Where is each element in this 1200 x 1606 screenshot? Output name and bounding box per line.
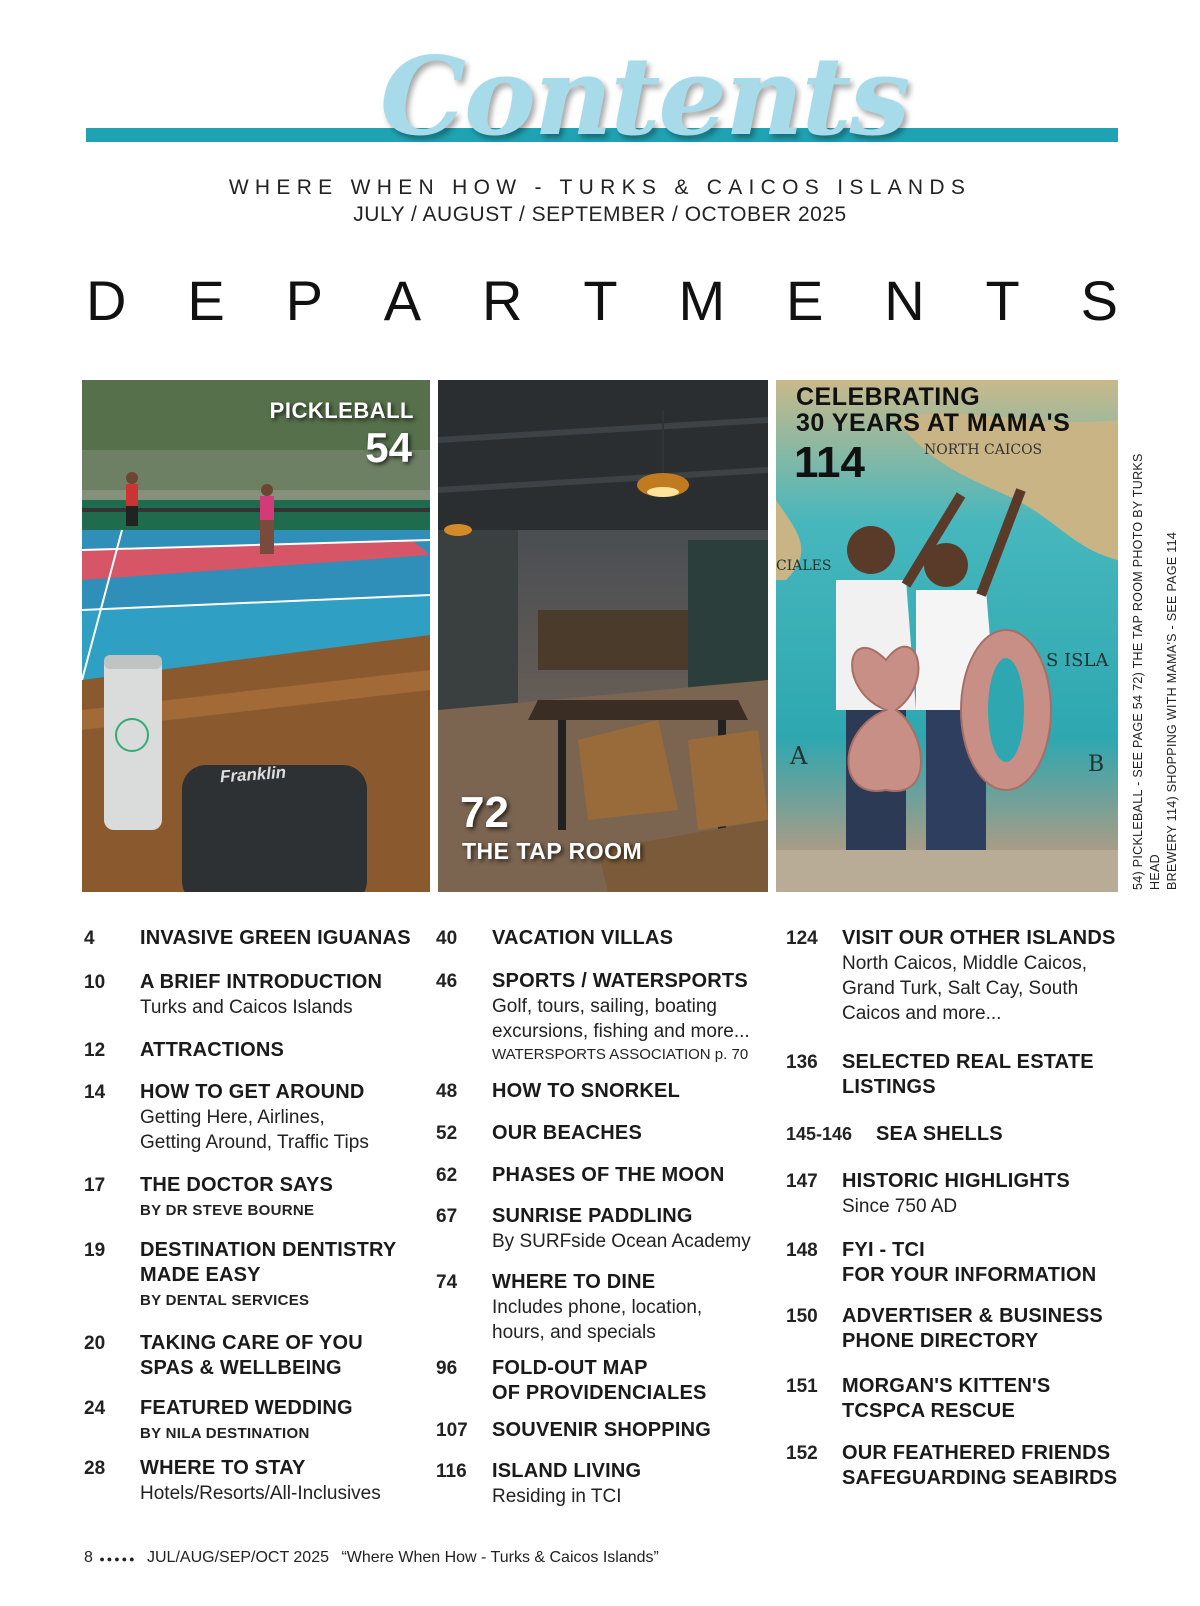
toc-title: TAKING CARE OF YOU: [140, 1332, 363, 1354]
departments-letter: T: [985, 269, 1020, 332]
departments-letter: E: [187, 269, 225, 332]
toc-description: Residing in TCI: [492, 1486, 622, 1507]
toc-description: Getting Around, Traffic Tips: [140, 1132, 369, 1153]
toc-page-number: 151: [786, 1376, 818, 1397]
toc-description: North Caicos, Middle Caicos,: [842, 953, 1087, 974]
departments-letter: D: [86, 269, 127, 332]
toc-title: HOW TO SNORKEL: [492, 1080, 680, 1102]
toc-title: TCSPCA RESCUE: [842, 1400, 1015, 1422]
toc-page-number: 52: [436, 1123, 458, 1144]
toc-title: INVASIVE GREEN IGUANAS: [140, 927, 411, 949]
toc-page-number: 17: [84, 1175, 106, 1196]
toc-description: Since 750 AD: [842, 1196, 958, 1217]
toc-title: PHONE DIRECTORY: [842, 1330, 1039, 1352]
toc-entry-body: [140, 970, 434, 1020]
taproom-page-number: 72: [460, 788, 509, 837]
toc-description: Hotels/Resorts/All-Inclusives: [140, 1483, 381, 1504]
toc-entry-body: [842, 926, 1136, 1026]
paddle-brand: Franklin: [219, 762, 287, 787]
map-label-b: B: [1088, 752, 1105, 777]
pickleball-label: PICKLEBALL: [269, 398, 414, 423]
page-footer: [84, 1549, 659, 1567]
toc-description: Golf, tours, sailing, boating: [492, 996, 717, 1017]
toc-title: FEATURED WEDDING: [140, 1397, 353, 1419]
toc-title: ISLAND LIVING: [492, 1460, 642, 1482]
publication-subtitle: WHERE WHEN HOW - TURKS & CAICOS ISLANDS: [228, 176, 972, 199]
photo-credit-vertical: [1130, 420, 1179, 890]
toc-entry-body: [140, 926, 434, 951]
toc-entry-body: [140, 1173, 434, 1222]
toc-entry-body: [492, 1204, 786, 1254]
toc-page-number: 62: [436, 1165, 458, 1186]
toc-page-number: 124: [786, 928, 818, 949]
toc-description: By SURFside Ocean Academy: [492, 1231, 751, 1252]
toc-byline: BY DENTAL SERVICES: [140, 1292, 310, 1309]
toc-entry-body: [842, 1441, 1136, 1491]
photo-credit-line1: 54) PICKLEBALL - SEE PAGE 54 72) THE TAP ROOM PHOTO BY TURKS HEAD: [1131, 453, 1162, 890]
taproom-label: THE TAP ROOM: [462, 838, 643, 864]
toc-entry-body: [876, 1122, 1136, 1147]
toc-page-number: 67: [436, 1206, 458, 1227]
toc-title: PHASES OF THE MOON: [492, 1164, 725, 1186]
toc-byline: BY DR STEVE BOURNE: [140, 1202, 315, 1219]
footer-page-number: 8: [84, 1549, 93, 1566]
toc-entry-body: [842, 1374, 1136, 1424]
mamas-page-number: 114: [794, 438, 865, 487]
pickleball-photo[interactable]: [82, 380, 430, 892]
toc-entry-body: [140, 1238, 434, 1312]
toc-title: SPORTS / WATERSPORTS: [492, 970, 748, 992]
toc-title: OF PROVIDENCIALES: [492, 1382, 707, 1404]
toc-title: FYI - TCI: [842, 1239, 925, 1261]
toc-note: WATERSPORTS ASSOCIATION p. 70: [492, 1046, 749, 1063]
toc-entry-body: [140, 1038, 434, 1063]
toc-entry-body: [140, 1456, 434, 1506]
toc-page-number: 74: [436, 1272, 458, 1293]
toc-page-number: 107: [436, 1420, 468, 1441]
toc-entry-body: [492, 1079, 786, 1104]
mamas-label-line2: 30 YEARS AT MAMA'S: [796, 409, 1071, 437]
toc-entry-body: [492, 1356, 786, 1406]
toc-title: MADE EASY: [140, 1264, 261, 1286]
toc-page-number: 19: [84, 1240, 106, 1261]
toc-page-number: 116: [436, 1461, 467, 1482]
toc-title: HISTORIC HIGHLIGHTS: [842, 1170, 1070, 1192]
toc-page-number: 150: [786, 1306, 818, 1327]
map-label-a: A: [790, 742, 808, 770]
footer-issue: JUL/AUG/SEP/OCT 2025: [147, 1549, 329, 1566]
toc-byline: BY NILA DESTINATION: [140, 1425, 310, 1442]
toc-page-number: 136: [786, 1052, 818, 1073]
photo-credit-line2: BREWERY 114) SHOPPING WITH MAMA'S - SEE PAGE 114: [1165, 531, 1179, 890]
toc-page-number: 20: [84, 1333, 106, 1354]
toc-title: LISTINGS: [842, 1076, 936, 1098]
toc-title: ADVERTISER & BUSINESS: [842, 1305, 1103, 1327]
toc-entry-body: [492, 1418, 786, 1443]
toc-description: excursions, fishing and more...: [492, 1021, 750, 1042]
toc-page-number: 145-146: [786, 1124, 853, 1144]
toc-title: VISIT OUR OTHER ISLANDS: [842, 927, 1116, 949]
toc-description: Grand Turk, Salt Cay, South: [842, 978, 1079, 999]
toc-page-number: 28: [84, 1458, 106, 1479]
toc-entry-body: [492, 926, 786, 951]
toc-page-number: 147: [786, 1171, 818, 1192]
toc-title: FOR YOUR INFORMATION: [842, 1264, 1097, 1286]
toc-title: SUNRISE PADDLING: [492, 1205, 693, 1227]
toc-page-number: 46: [436, 971, 458, 992]
toc-title: THE DOCTOR SAYS: [140, 1174, 334, 1196]
mamas-photo[interactable]: [776, 380, 1118, 892]
balloon-number: [834, 608, 1001, 781]
departments-letter: A: [383, 269, 422, 332]
toc-entry-body: [842, 1169, 1136, 1219]
departments-letter: R: [482, 269, 523, 332]
toc-title: HOW TO GET AROUND: [140, 1081, 365, 1103]
toc-entry-body: [492, 1270, 786, 1345]
mamas-label-line1: CELEBRATING: [796, 383, 981, 411]
toc-entry-body: [140, 1396, 434, 1445]
toc-title: WHERE TO STAY: [140, 1457, 306, 1479]
toc-title: SOUVENIR SHOPPING: [492, 1419, 711, 1441]
toc-description: hours, and specials: [492, 1322, 656, 1343]
map-label-isla: S ISLA: [1046, 650, 1109, 671]
toc-page-number: 4: [84, 928, 95, 949]
toc-title: SEA SHELLS: [876, 1123, 1003, 1145]
toc-title: ATTRACTIONS: [140, 1039, 285, 1061]
toc-title: FOLD-OUT MAP: [492, 1357, 648, 1379]
toc-title: SELECTED REAL ESTATE: [842, 1051, 1094, 1073]
toc-title: MORGAN'S KITTEN'S: [842, 1375, 1051, 1397]
toc-title: SPAS & WELLBEING: [140, 1357, 342, 1379]
toc-description: Getting Here, Airlines,: [140, 1107, 325, 1128]
departments-letter: T: [583, 269, 618, 332]
departments-letter: N: [884, 269, 925, 332]
toc-page-number: 148: [786, 1240, 818, 1261]
toc-title: WHERE TO DINE: [492, 1271, 656, 1293]
footer-dots: ●●●●●: [99, 1554, 137, 1564]
departments-letter: P: [285, 269, 323, 332]
map-label-north-caicos: NORTH CAICOS: [924, 442, 1043, 458]
toc-page-number: 14: [84, 1082, 106, 1103]
departments-letter: E: [785, 269, 824, 332]
taproom-photo[interactable]: [438, 380, 768, 892]
departments-heading: [86, 268, 1118, 333]
toc-page-number: 24: [84, 1398, 106, 1419]
toc-title: A BRIEF INTRODUCTION: [140, 971, 383, 993]
toc-page-number: 96: [436, 1358, 458, 1379]
toc-entry-body: [842, 1050, 1136, 1100]
contents-script-title: Contents: [380, 34, 909, 160]
toc-entry-body: [842, 1304, 1136, 1354]
toc-page-number: 12: [84, 1040, 106, 1061]
toc-entry-body: [140, 1331, 434, 1381]
departments-letter: S: [1080, 269, 1118, 332]
toc-title: OUR BEACHES: [492, 1122, 642, 1144]
toc-entry-body: [492, 1121, 786, 1146]
toc-title: DESTINATION DENTISTRY: [140, 1239, 397, 1261]
footer-publication: “Where When How - Turks & Caicos Islands”: [341, 1549, 659, 1566]
toc-entry-body: [140, 1080, 434, 1155]
toc-title: VACATION VILLAS: [492, 927, 674, 949]
toc-page-number: 10: [84, 972, 106, 993]
departments-letter: M: [678, 269, 726, 332]
toc-page-number: 152: [786, 1443, 818, 1464]
toc-page-number: 40: [436, 928, 458, 949]
toc-title: OUR FEATHERED FRIENDS: [842, 1442, 1111, 1464]
toc-page-number: 48: [436, 1081, 458, 1102]
issue-dates: JULY / AUGUST / SEPTEMBER / OCTOBER 2025: [353, 203, 847, 226]
toc-entry-body: [842, 1238, 1136, 1288]
toc-entry-body: [492, 1163, 786, 1188]
map-label-ciales: CIALES: [776, 558, 832, 574]
toc-description: Caicos and more...: [842, 1003, 1002, 1024]
pickleball-page-number: 54: [365, 424, 412, 471]
toc-entry-body: [492, 1459, 786, 1509]
toc-entry-body: [492, 969, 786, 1066]
toc-title: SAFEGUARDING SEABIRDS: [842, 1467, 1118, 1489]
toc-description: Includes phone, location,: [492, 1297, 703, 1318]
toc-description: Turks and Caicos Islands: [140, 997, 353, 1018]
